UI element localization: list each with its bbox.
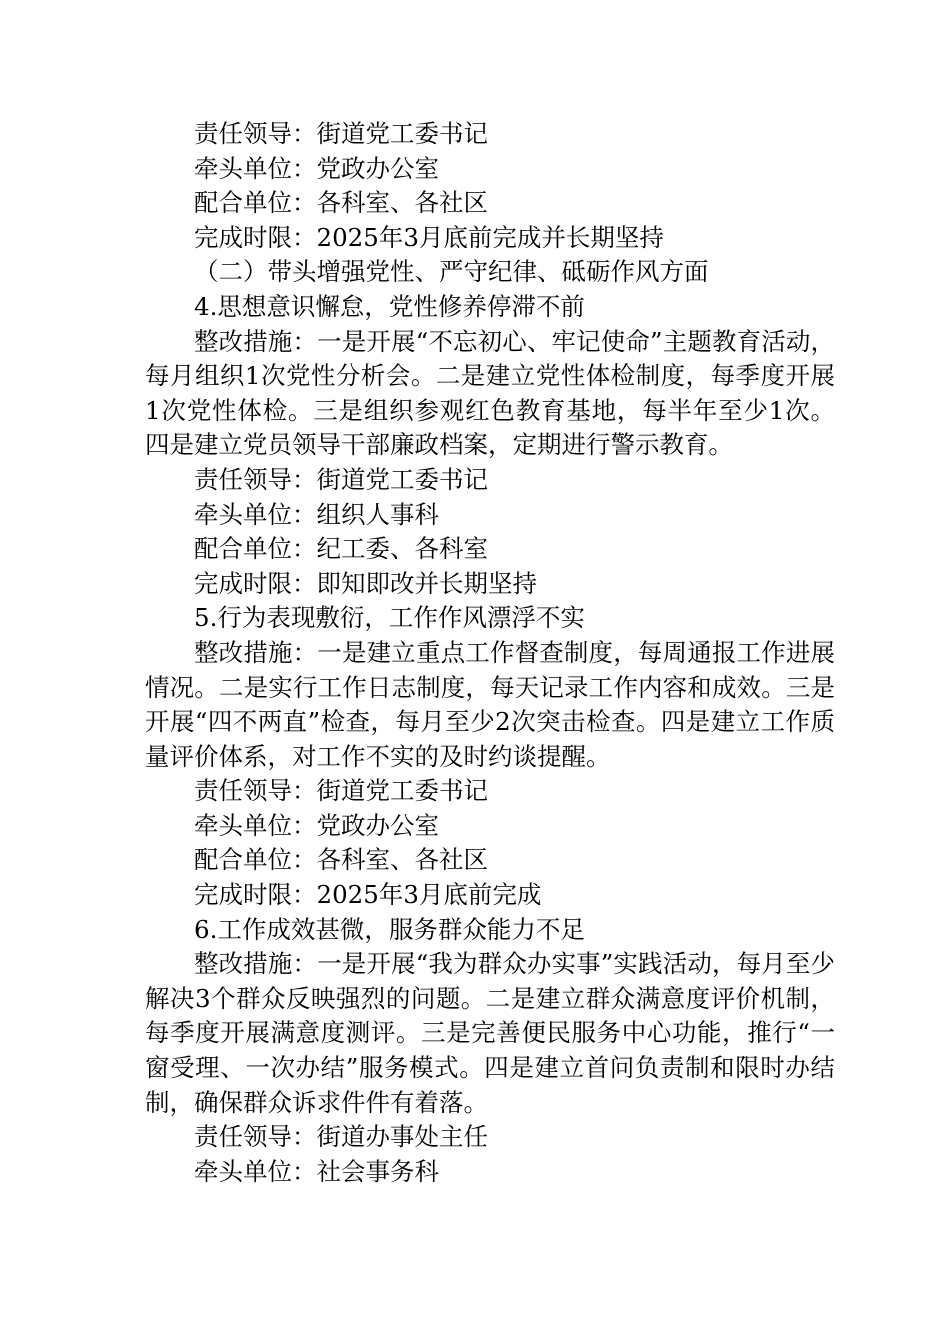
rectification-measures-4: 整改措施：一是开展“不忘初心、牢记使命”主题教育活动，每月组织1次党性分析会。二是建立党性体检制度，每季度开展1次党性体检。三是组织参观红色教育基地，每半年至少1次。四是建立党员领导干部廉政档案，定期进行警示教育。: [145, 326, 835, 460]
section-heading: （二）带头增强党性、严守纪律、砥砺作风方面: [194, 257, 709, 287]
responsible-leader-line: 责任领导：街道党工委书记: [194, 464, 488, 494]
deadline-line: 完成时限：2025年3月底前完成并长期坚持: [194, 222, 664, 252]
rectification-measures-6: 整改措施：一是开展“我为群众办实事”实践活动，每月至少解决3个群众反映强烈的问题。二是建立群众满意度评价机制，每季度开展满意度测评。三是完善便民服务中心功能，推行“一窗受理、一次办结”服务模式。四是建立首问负责制和限时办结制，确保群众诉求件件有着落。: [145, 949, 835, 1117]
responsible-leader-line: 责任领导：街道办事处主任: [194, 1122, 488, 1152]
issue-heading-5: 5.行为表现敷衍，工作作风漂浮不实: [194, 603, 585, 633]
rectification-measures-5: 整改措施：一是建立重点工作督查制度，每周通报工作进展情况。二是实行工作日志制度，每天记录工作内容和成效。三是开展“四不两直”检查，每月至少2次突击检查。四是建立工作质量评价体系，对工作不实的及时约谈提醒。: [145, 637, 835, 771]
responsible-leader-line: 责任领导：街道党工委书记: [194, 776, 488, 806]
document-body: [145, 117, 835, 1189]
cooperating-unit-line: 配合单位：各科室、各社区: [194, 845, 488, 875]
cooperating-unit-line: 配合单位：各科室、各社区: [194, 188, 488, 218]
lead-unit-line: 牵头单位：党政办公室: [194, 810, 439, 840]
responsible-leader-line: 责任领导：街道党工委书记: [194, 119, 488, 148]
issue-heading-6: 6.工作成效甚微，服务群众能力不足: [194, 914, 585, 944]
issue-heading-4: 4.思想意识懈怠，党性修养停滞不前: [194, 291, 585, 321]
deadline-line: 完成时限：即知即改并长期坚持: [194, 568, 537, 598]
deadline-line: 完成时限：2025年3月底前完成: [194, 880, 542, 910]
cooperating-unit-line: 配合单位：纪工委、各科室: [194, 534, 488, 564]
lead-unit-line: 牵头单位：社会事务科: [194, 1156, 439, 1186]
lead-unit-line: 牵头单位：组织人事科: [194, 499, 439, 529]
lead-unit-line: 牵头单位：党政办公室: [194, 153, 439, 183]
